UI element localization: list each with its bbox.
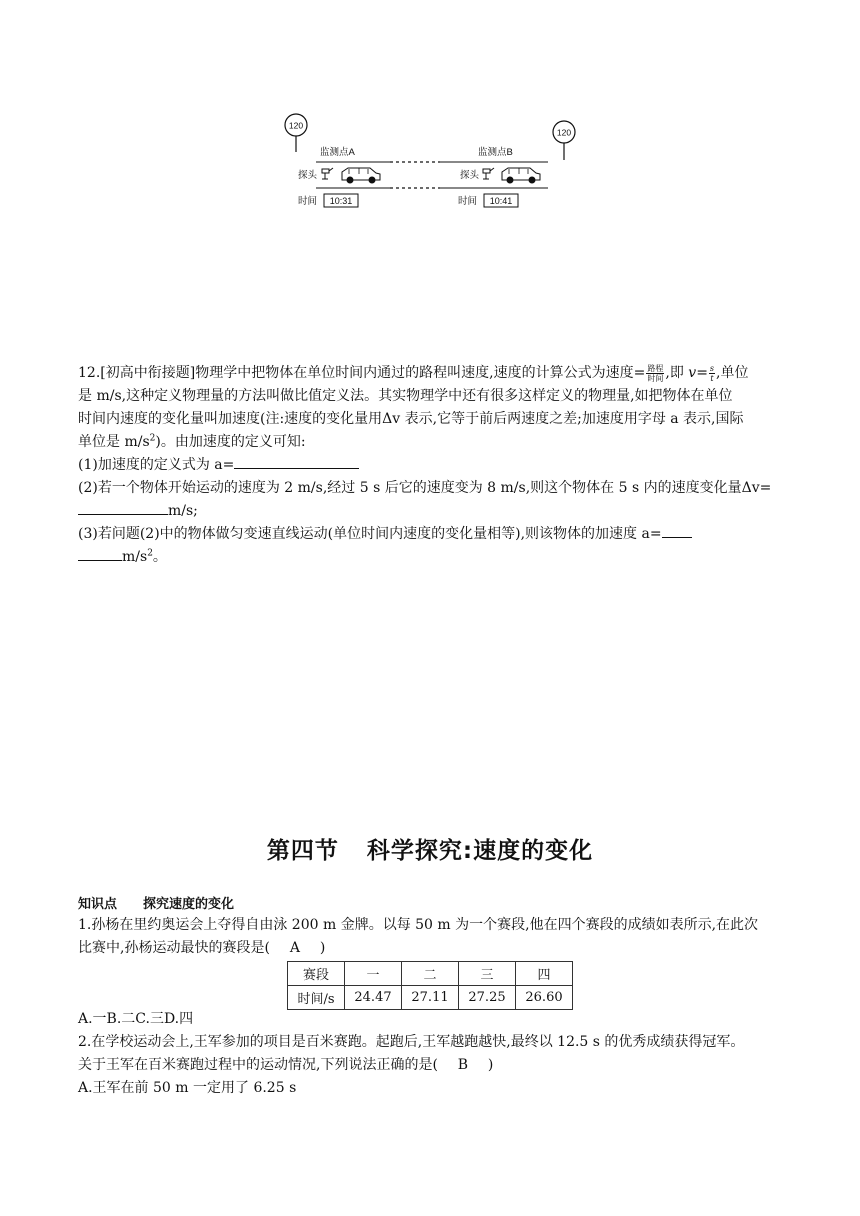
table-cell: 27.25 [459, 986, 516, 1010]
question-2 [78, 1031, 784, 1100]
q12-sub-1 [78, 454, 784, 477]
kp-text: 探究速度的变化 [143, 897, 235, 912]
answer-mark: A [289, 940, 300, 956]
unit-text: 。 [152, 549, 167, 565]
answer-blank[interactable] [78, 500, 168, 515]
q2-text: ) [487, 1057, 494, 1073]
question-1 [78, 914, 784, 960]
q1-options-text: A.一B.二C.三D.四 [78, 1011, 194, 1027]
fraction-s-t [709, 364, 715, 383]
q2-option-a: A.王军在前 50 m 一定用了 6.25 s [78, 1080, 297, 1096]
table-row [288, 962, 573, 986]
table-cell: 一 [345, 962, 402, 986]
knowledge-point-heading [78, 893, 234, 912]
q1-text: 比赛中,孙杨运动最快的赛段是( [78, 940, 270, 956]
section-title [0, 832, 860, 865]
q12-text: ,即 [665, 365, 684, 381]
answer-blank[interactable] [78, 546, 122, 561]
camera-icon [483, 168, 494, 179]
sign-left-text: 120 [288, 120, 304, 131]
q12-line-2: 是 m/s,这种定义物理量的方法叫做比值定义法。其实物理学中还有很多这样定义的物理量,如把物体在单位 [78, 388, 733, 404]
question-12 [78, 362, 784, 569]
q1-text: ) [319, 940, 326, 956]
q12-sub-2-cont [78, 500, 784, 523]
table-cell: 时间/s [288, 986, 345, 1010]
q1-line-1: 1.孙杨在里约奥运会上夺得自由泳 200 m 金牌。以每 50 m 为一个赛段,他在四个赛段的成绩如表所示,在此次 [78, 917, 759, 933]
kp-label: 知识点 [78, 897, 118, 912]
unit-text: m/s [122, 549, 148, 565]
q12-line-1 [78, 362, 784, 385]
q12-text: ,单位 [716, 365, 749, 381]
speed-monitor-diagram [270, 108, 590, 213]
superscript: 2 [147, 548, 153, 559]
table-cell: 27.11 [402, 986, 459, 1010]
q1-options [78, 1008, 784, 1031]
fraction-distance-time [646, 364, 664, 383]
q12-sub1-text: (1)加速度的定义式为 a= [78, 457, 235, 473]
q12-sub-3-cont [78, 546, 784, 569]
q12-text: 单位是 m/s [78, 434, 150, 450]
answer-mark: B [457, 1057, 469, 1073]
section-number: 第四节 [266, 838, 339, 864]
probe-a-label: 探头 [298, 170, 318, 181]
sign-right-text: 120 [556, 127, 572, 138]
time-a-value: 10:31 [329, 196, 353, 206]
split-times-table [287, 961, 573, 1010]
frac-numerator: s [709, 363, 715, 373]
probe-b-label: 探头 [460, 170, 480, 181]
answer-blank[interactable] [662, 523, 692, 538]
frac-denominator: 时间 [647, 373, 664, 383]
camera-icon [322, 168, 333, 179]
frac-numerator: 路程 [647, 363, 664, 373]
table-cell: 24.47 [345, 986, 402, 1010]
table-cell: 26.60 [516, 986, 573, 1010]
unit-text: m/s; [168, 503, 198, 519]
time-b-label: 时间 [458, 196, 478, 207]
q2-text: 关于王军在百米赛跑过程中的运动情况,下列说法正确的是( [78, 1057, 438, 1073]
v-formula: v= [688, 365, 708, 381]
frac-denominator: t [710, 373, 714, 383]
monitor-point-b-label: 监测点B [478, 147, 513, 158]
q2-line-2 [78, 1054, 784, 1077]
car-icon [342, 168, 380, 183]
section-name: 科学探究:速度的变化 [366, 838, 594, 864]
q12-line-4 [78, 431, 784, 454]
superscript: 2 [149, 433, 156, 444]
q12-sub-3 [78, 523, 784, 546]
q2-line-1: 2.在学校运动会上,王军参加的项目是百米赛跑。起跑后,王军越跑越快,最终以 12.5 s 的优秀成绩获得冠军。 [78, 1034, 745, 1050]
table-row [288, 986, 573, 1010]
monitor-point-a-label: 监测点A [320, 147, 355, 158]
table-cell: 二 [402, 962, 459, 986]
speed-limit-sign-left [285, 114, 307, 152]
car-icon [502, 168, 540, 183]
table-cell: 赛段 [288, 962, 345, 986]
table-cell: 三 [459, 962, 516, 986]
q12-sub-2: (2)若一个物体开始运动的速度为 2 m/s,经过 5 s 后它的速度变为 8 m/s,则这个物体在 5 s 内的速度变化量Δv= [78, 480, 772, 496]
q1-line-2 [78, 937, 784, 960]
q12-text: )。由加速度的定义可知: [155, 434, 306, 450]
table-cell: 四 [516, 962, 573, 986]
answer-blank[interactable] [234, 454, 359, 469]
q12-sub3-text: (3)若问题(2)中的物体做匀变速直线运动(单位时间内速度的变化量相等),则该物体的加速度 a= [78, 526, 662, 542]
time-b-value: 10:41 [489, 196, 513, 206]
speed-limit-sign-right [553, 121, 575, 160]
q12-line-3: 时间内速度的变化量叫加速度(注:速度的变化量用Δv 表示,它等于前后两速度之差;加速度用字母 a 表示,国际 [78, 411, 744, 427]
time-a-label: 时间 [298, 196, 318, 207]
q12-text: 12.[初高中衔接题]物理学中把物体在单位时间内通过的路程叫速度,速度的计算公式为速度= [78, 365, 646, 381]
